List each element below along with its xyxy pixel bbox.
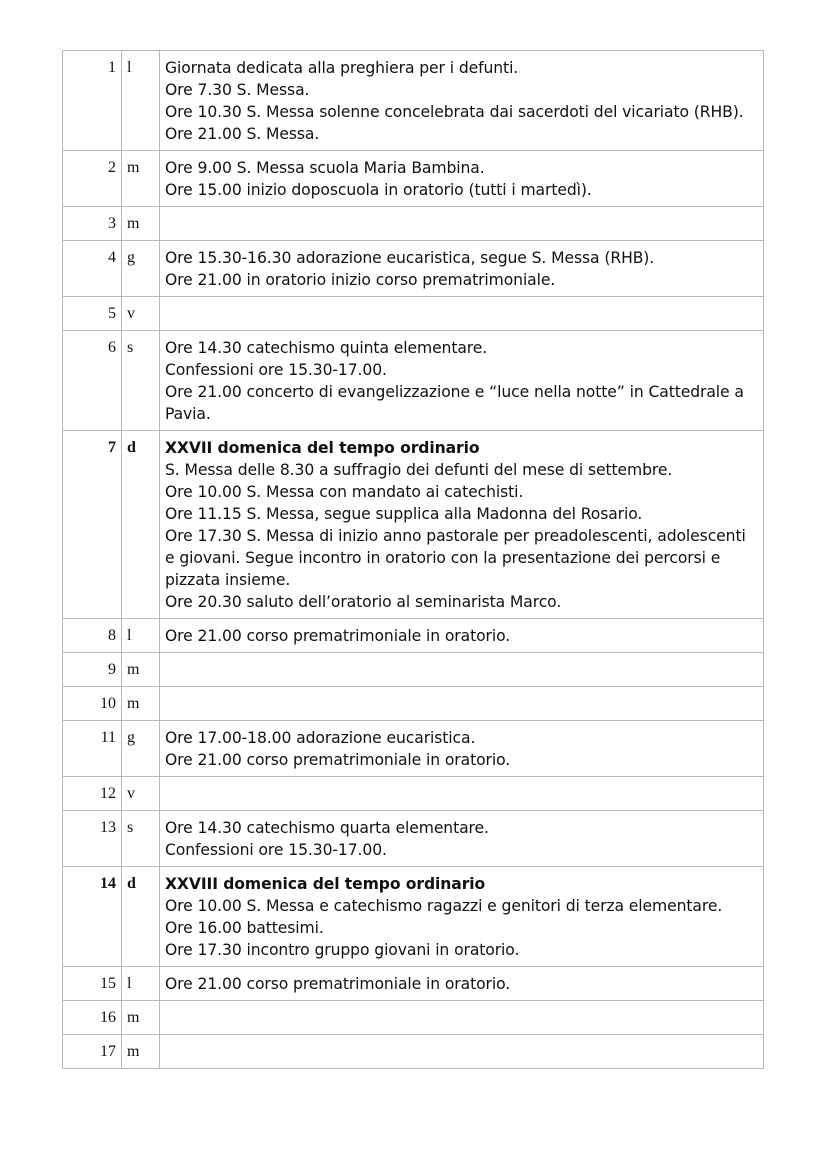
- day-number: 9: [63, 653, 122, 687]
- day-events: [160, 967, 764, 1001]
- day-number: 2: [63, 151, 122, 207]
- day-events: [160, 653, 764, 687]
- calendar-row: [63, 967, 764, 1001]
- event-line: Ore 21.00 S. Messa.: [165, 125, 320, 143]
- event-line: Ore 17.30 incontro gruppo giovani in oratorio.: [165, 941, 520, 959]
- day-events: [160, 151, 764, 207]
- day-number: 1: [63, 51, 122, 151]
- calendar-row: [63, 331, 764, 431]
- event-line: S. Messa delle 8.30 a suffragio dei defunti del mese di settembre.: [165, 461, 673, 479]
- event-line: Confessioni ore 15.30-17.00.: [165, 841, 387, 859]
- day-of-week: s: [122, 811, 160, 867]
- day-of-week: g: [122, 721, 160, 777]
- day-events: [160, 687, 764, 721]
- event-line: Ore 17.30 S. Messa di inizio anno pastorale per preadolescenti, adolescenti e giovani. Segue incontro in oratorio con la presentazione dei percorsi e pizzata insieme.: [165, 527, 746, 589]
- event-line: Ore 14.30 catechismo quinta elementare.: [165, 339, 488, 357]
- day-of-week: g: [122, 241, 160, 297]
- event-line: Ore 10.00 S. Messa e catechismo ragazzi e genitori di terza elementare.: [165, 897, 723, 915]
- liturgical-title: XXVII domenica del tempo ordinario: [165, 439, 480, 457]
- event-line: Ore 15.30-16.30 adorazione eucaristica, segue S. Messa (RHB).: [165, 249, 655, 267]
- event-line: Ore 21.00 corso prematrimoniale in oratorio.: [165, 627, 511, 645]
- day-of-week: m: [122, 653, 160, 687]
- day-events: [160, 331, 764, 431]
- calendar-row: [63, 207, 764, 241]
- day-number: 3: [63, 207, 122, 241]
- day-number: 5: [63, 297, 122, 331]
- event-line: Ore 21.00 corso prematrimoniale in oratorio.: [165, 975, 511, 993]
- calendar-row: [63, 721, 764, 777]
- day-events: [160, 777, 764, 811]
- day-events: [160, 207, 764, 241]
- calendar-row: [63, 811, 764, 867]
- event-line: Ore 20.30 saluto dell’oratorio al seminarista Marco.: [165, 593, 562, 611]
- day-number: 7: [63, 431, 122, 619]
- day-number: 10: [63, 687, 122, 721]
- event-line: Ore 21.00 concerto di evangelizzazione e “luce nella notte” in Cattedrale a Pavia.: [165, 383, 744, 423]
- calendar-table: [62, 50, 764, 1069]
- event-line: Ore 21.00 corso prematrimoniale in oratorio.: [165, 751, 511, 769]
- calendar-row: [63, 653, 764, 687]
- day-number: 4: [63, 241, 122, 297]
- calendar-body: [63, 51, 764, 1069]
- day-events: [160, 431, 764, 619]
- day-number: 6: [63, 331, 122, 431]
- day-events: [160, 51, 764, 151]
- day-of-week: l: [122, 51, 160, 151]
- calendar-row: [63, 297, 764, 331]
- day-of-week: s: [122, 331, 160, 431]
- calendar-row: [63, 1001, 764, 1035]
- day-events: [160, 721, 764, 777]
- day-number: 15: [63, 967, 122, 1001]
- day-of-week: d: [122, 867, 160, 967]
- calendar-row: [63, 241, 764, 297]
- day-number: 11: [63, 721, 122, 777]
- day-events: [160, 241, 764, 297]
- calendar-row: [63, 51, 764, 151]
- day-number: 13: [63, 811, 122, 867]
- day-of-week: v: [122, 297, 160, 331]
- day-of-week: l: [122, 967, 160, 1001]
- day-of-week: m: [122, 687, 160, 721]
- day-number: 14: [63, 867, 122, 967]
- event-line: Ore 7.30 S. Messa.: [165, 81, 310, 99]
- day-of-week: v: [122, 777, 160, 811]
- calendar-row: [63, 687, 764, 721]
- day-of-week: l: [122, 619, 160, 653]
- event-line: Ore 16.00 battesimi.: [165, 919, 324, 937]
- calendar-row: [63, 431, 764, 619]
- day-events: [160, 867, 764, 967]
- calendar-row: [63, 1035, 764, 1069]
- event-line: Ore 11.15 S. Messa, segue supplica alla Madonna del Rosario.: [165, 505, 643, 523]
- event-line: Confessioni ore 15.30-17.00.: [165, 361, 387, 379]
- event-line: Ore 10.30 S. Messa solenne concelebrata dai sacerdoti del vicariato (RHB).: [165, 103, 744, 121]
- day-of-week: m: [122, 1001, 160, 1035]
- day-of-week: m: [122, 1035, 160, 1069]
- event-line: Ore 10.00 S. Messa con mandato ai catechisti.: [165, 483, 524, 501]
- event-line: Ore 15.00 inizio doposcuola in oratorio (tutti i martedì).: [165, 181, 592, 199]
- calendar-row: [63, 867, 764, 967]
- event-line: Ore 17.00-18.00 adorazione eucaristica.: [165, 729, 476, 747]
- calendar-row: [63, 777, 764, 811]
- day-of-week: m: [122, 151, 160, 207]
- day-events: [160, 811, 764, 867]
- day-number: 17: [63, 1035, 122, 1069]
- day-events: [160, 297, 764, 331]
- event-line: Giornata dedicata alla preghiera per i defunti.: [165, 59, 519, 77]
- event-line: Ore 21.00 in oratorio inizio corso prematrimoniale.: [165, 271, 556, 289]
- event-line: Ore 14.30 catechismo quarta elementare.: [165, 819, 489, 837]
- day-events: [160, 1035, 764, 1069]
- day-number: 16: [63, 1001, 122, 1035]
- day-number: 12: [63, 777, 122, 811]
- calendar-row: [63, 619, 764, 653]
- event-line: Ore 9.00 S. Messa scuola Maria Bambina.: [165, 159, 485, 177]
- day-of-week: d: [122, 431, 160, 619]
- calendar-row: [63, 151, 764, 207]
- day-of-week: m: [122, 207, 160, 241]
- day-events: [160, 1001, 764, 1035]
- liturgical-title: XXVIII domenica del tempo ordinario: [165, 875, 486, 893]
- day-events: [160, 619, 764, 653]
- day-number: 8: [63, 619, 122, 653]
